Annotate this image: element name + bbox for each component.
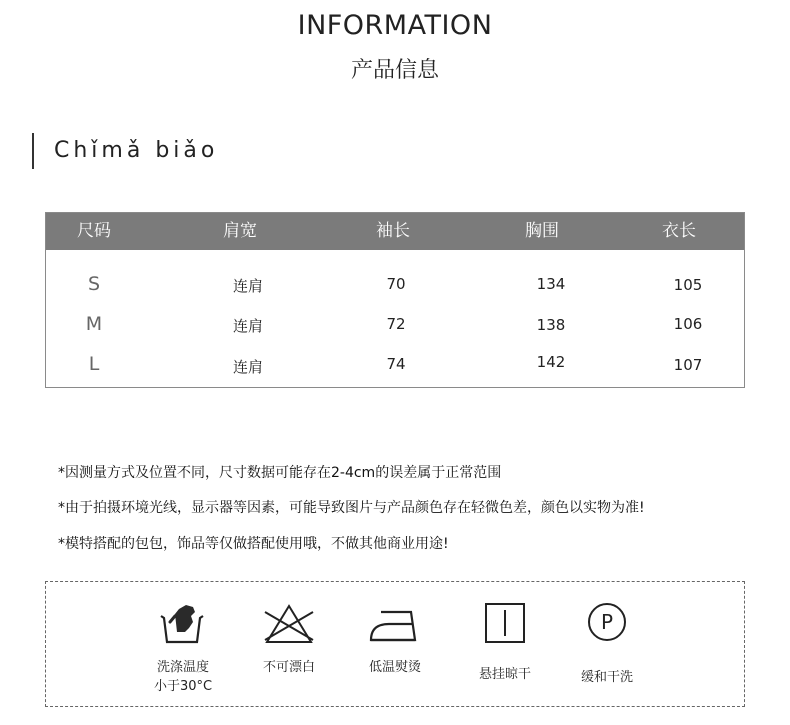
- cell-shoulder: 连肩: [232, 358, 263, 376]
- cell-sleeve: 74: [386, 355, 406, 373]
- care-instructions: [45, 581, 745, 707]
- care-label-dry: 悬挂晾干: [478, 667, 531, 682]
- care-label-bleach: 不可漂白: [262, 660, 315, 675]
- cell-length: 106: [673, 315, 703, 333]
- page-title-cn: 产品信息: [350, 58, 439, 83]
- hang-dry-icon: [477, 602, 533, 646]
- column-header-shoulder: 肩宽: [223, 221, 257, 241]
- note-measurement: *因测量方式及位置不同，尺寸数据可能存在2-4cm的误差属于正常范围: [58, 465, 502, 481]
- svg-text:P: P: [600, 610, 614, 634]
- hand-wash-icon: [155, 602, 211, 646]
- care-label-iron: 低温熨烫: [368, 660, 421, 675]
- cell-chest: 134: [536, 275, 566, 293]
- column-header-length: 衣长: [662, 221, 696, 241]
- low-iron-icon: [367, 602, 423, 646]
- column-header-sleeve: 袖长: [376, 221, 410, 241]
- size-table: [45, 212, 745, 388]
- section-title: Chǐmǎ biǎo: [54, 138, 219, 163]
- cell-chest: 138: [536, 316, 566, 334]
- cell-length: 105: [673, 276, 703, 294]
- page-title-en: INFORMATION: [297, 10, 493, 41]
- cell-sleeve: 70: [386, 275, 406, 293]
- cell-length: 107: [673, 356, 703, 374]
- column-header-chest: 胸围: [525, 221, 559, 241]
- cell-size: S: [87, 273, 101, 295]
- cell-size: M: [85, 313, 103, 335]
- cell-size: L: [88, 353, 100, 375]
- cell-chest: 142: [536, 353, 566, 371]
- note-color: *由于拍摄环境光线，显示器等因素，可能导致图片与产品颜色存在轻微色差，颜色以实物为准!: [58, 500, 645, 516]
- care-label-dryclean: 缓和干洗: [580, 670, 633, 685]
- care-label-wash: 洗涤温度 小于30°C: [153, 660, 213, 694]
- column-header-size: 尺码: [77, 221, 111, 241]
- cell-shoulder: 连肩: [232, 317, 263, 335]
- dry-clean-icon: [579, 602, 635, 646]
- note-accessories: *模特搭配的包包，饰品等仅做搭配使用哦，不做其他商业用途!: [58, 536, 449, 552]
- cell-sleeve: 72: [386, 315, 406, 333]
- no-bleach-icon: [261, 602, 317, 646]
- cell-shoulder: 连肩: [232, 277, 263, 295]
- size-table-header: [46, 213, 744, 250]
- section-divider: [32, 133, 34, 169]
